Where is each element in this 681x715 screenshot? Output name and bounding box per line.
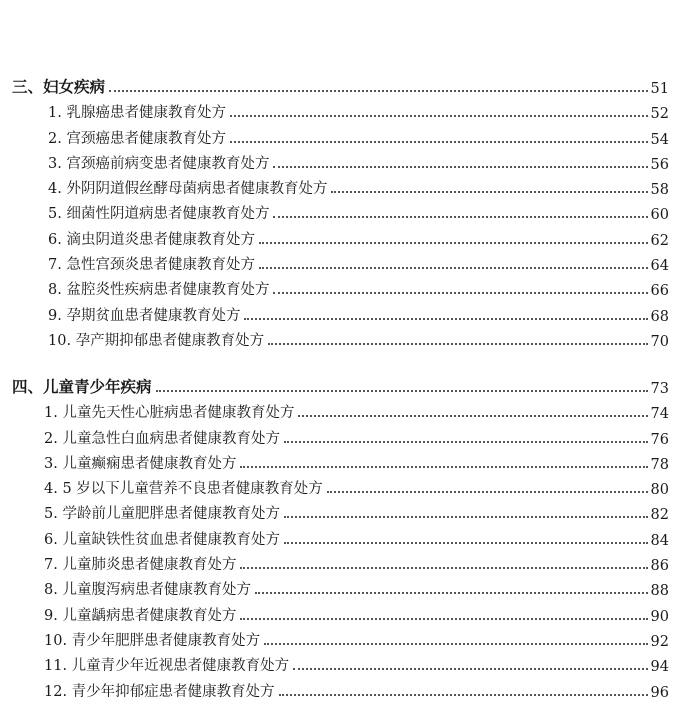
toc-entry[interactable] (0, 198, 681, 223)
dot-leader (244, 318, 647, 320)
toc-entry[interactable] (0, 173, 681, 198)
dot-leader (230, 141, 648, 143)
toc-entry[interactable] (0, 625, 681, 650)
entry-title: 5. 细菌性阴道病患者健康教育处方 (48, 206, 270, 223)
entry-title: 2. 宫颈癌患者健康教育处方 (48, 130, 226, 147)
dot-leader (156, 390, 648, 392)
dot-leader (273, 216, 647, 218)
dot-leader (240, 618, 647, 620)
section-heading-text: 四、儿童青少年疾病 (12, 378, 152, 396)
toc-entry[interactable] (0, 397, 681, 422)
dot-leader (298, 415, 647, 417)
dot-leader (284, 542, 648, 544)
toc-entry[interactable] (0, 299, 681, 324)
toc-entry[interactable] (0, 122, 681, 147)
section-heading-text: 三、妇女疾病 (12, 78, 106, 96)
page-number: 96 (650, 684, 669, 701)
toc-entry[interactable] (0, 549, 681, 574)
entry-title: 7. 急性宫颈炎患者健康教育处方 (48, 257, 255, 274)
entry-title: 1. 儿童先天性心脏病患者健康教育处方 (44, 405, 295, 422)
entry-title: 2. 儿童急性白血病患者健康教育处方 (44, 430, 280, 447)
toc-entry[interactable] (0, 249, 681, 274)
page-number: 70 (650, 333, 669, 350)
page-number: 56 (650, 156, 669, 173)
entry-title: 6. 滴虫阴道炎患者健康教育处方 (48, 231, 255, 248)
dot-leader (273, 292, 647, 294)
page-number: 92 (650, 633, 669, 650)
dot-leader (240, 567, 647, 569)
toc-section-children (0, 370, 681, 701)
toc-entry[interactable] (0, 422, 681, 447)
page-number: 66 (650, 283, 669, 300)
page-number: 58 (650, 182, 669, 199)
dot-leader (284, 516, 648, 518)
dot-leader (230, 115, 648, 117)
toc-section-women (0, 70, 681, 350)
dot-leader (279, 694, 648, 696)
page-number: 94 (650, 659, 669, 676)
page-number: 78 (650, 456, 669, 473)
toc-entry[interactable] (0, 599, 681, 624)
entry-title: 11. 儿童青少年近视患者健康教育处方 (44, 658, 290, 675)
toc-entry[interactable] (0, 274, 681, 299)
toc-section-heading[interactable] (0, 70, 681, 97)
toc-entry[interactable] (0, 148, 681, 173)
entry-title: 4. 外阴阴道假丝酵母菌病患者健康教育处方 (48, 181, 328, 198)
page-number: 76 (650, 431, 669, 448)
entry-title: 10. 青少年肥胖患者健康教育处方 (44, 632, 261, 649)
toc-entry[interactable] (0, 650, 681, 675)
entry-title: 5. 学龄前儿童肥胖患者健康教育处方 (44, 506, 280, 523)
toc-entry[interactable] (0, 523, 681, 548)
toc-section-heading[interactable] (0, 370, 681, 397)
page-number: 62 (650, 232, 669, 249)
dot-leader (273, 166, 647, 168)
page-number: 68 (650, 308, 669, 325)
page-number: 54 (650, 131, 669, 148)
toc-entry[interactable] (0, 325, 681, 350)
entry-title: 12. 青少年抑郁症患者健康教育处方 (44, 683, 275, 700)
dot-leader (109, 90, 648, 92)
dot-leader (327, 491, 648, 493)
toc-entry[interactable] (0, 448, 681, 473)
toc-entry[interactable] (0, 574, 681, 599)
dot-leader (264, 643, 647, 645)
dot-leader (259, 267, 648, 269)
page-number: 88 (650, 583, 669, 600)
page-number: 86 (650, 558, 669, 575)
entry-title: 4. 5 岁以下儿童营养不良患者健康教育处方 (44, 481, 323, 498)
page-number: 52 (650, 106, 669, 123)
dot-leader (240, 466, 647, 468)
page-number: 74 (650, 406, 669, 423)
entry-title: 6. 儿童缺铁性贫血患者健康教育处方 (44, 531, 280, 548)
toc-entry[interactable] (0, 675, 681, 700)
entry-title: 8. 盆腔炎性疾病患者健康教育处方 (48, 282, 270, 299)
entry-title: 10. 孕产期抑郁患者健康教育处方 (48, 332, 265, 349)
toc-entry[interactable] (0, 473, 681, 498)
page-number: 84 (650, 532, 669, 549)
dot-leader (293, 668, 647, 670)
page-number: 90 (650, 608, 669, 625)
page-number: 51 (650, 81, 669, 97)
dot-leader (284, 441, 648, 443)
page-number: 82 (650, 507, 669, 524)
dot-leader (255, 592, 648, 594)
toc-entry[interactable] (0, 97, 681, 122)
dot-leader (259, 242, 648, 244)
entry-title: 9. 儿童龋病患者健康教育处方 (44, 607, 237, 624)
entry-title: 3. 宫颈癌前病变患者健康教育处方 (48, 155, 270, 172)
dot-leader (331, 191, 647, 193)
entry-title: 9. 孕期贫血患者健康教育处方 (48, 307, 241, 324)
page-number: 80 (650, 482, 669, 499)
entry-title: 1. 乳腺癌患者健康教育处方 (48, 105, 226, 122)
toc-entry[interactable] (0, 498, 681, 523)
page-number: 64 (650, 258, 669, 275)
entry-title: 7. 儿童肺炎患者健康教育处方 (44, 557, 237, 574)
entry-title: 3. 儿童癫痫患者健康教育处方 (44, 455, 237, 472)
dot-leader (268, 343, 647, 345)
entry-title: 8. 儿童腹泻病患者健康教育处方 (44, 582, 251, 599)
toc-entry[interactable] (0, 223, 681, 248)
page-number: 60 (650, 207, 669, 224)
page-number: 73 (650, 381, 669, 397)
